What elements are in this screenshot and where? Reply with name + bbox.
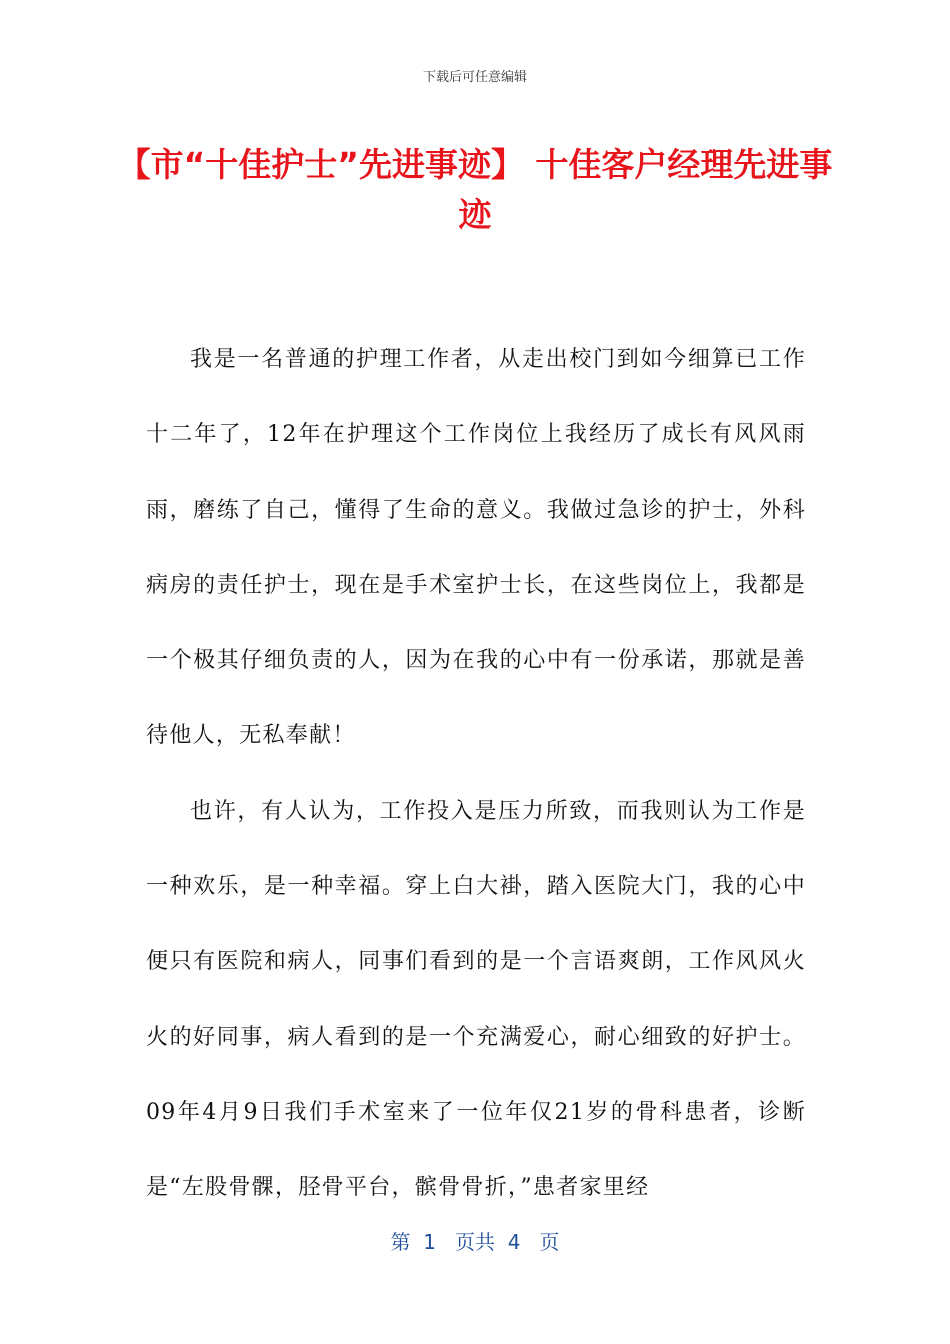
paragraph-1: 我是一名普通的护理工作者，从走出校门到如今细算已工作十二年了，12年在护理这个工作岗位上我经历了成长有风风雨雨，磨练了自己，懂得了生命的意义。我做过急诊的护士，外科病房的责任护士，现在是手术室护士长，在这些岗位上，我都是一个极其仔细负责的人，因为在我的心中有一份承诺，那就是善待他人，无私奉献！ xyxy=(146,347,806,749)
document-title: 【市“十佳护士”先进事迹】 十佳客户经理先进事迹 xyxy=(117,145,833,234)
document-body xyxy=(146,322,806,1226)
page-number-footer: 第 1 页共 4 页 xyxy=(390,1230,560,1254)
paragraph-2: 也许，有人认为，工作投入是压力所致，而我则认为工作是一种欢乐，是一种幸福。穿上白大褂，踏入医院大门，我的心中便只有医院和病人，同事们看到的是一个言语爽朗，工作风风火火的好同事，病人看到的是一个充满爱心，耐心细致的好护士。09年4月9日我们手术室来了一位年仅21岁的骨科患者，诊断是“左股骨髁，胫骨平台，髌骨骨折，”患者家里经 xyxy=(146,798,806,1201)
header-note: 下载后可任意编辑 xyxy=(422,70,527,85)
